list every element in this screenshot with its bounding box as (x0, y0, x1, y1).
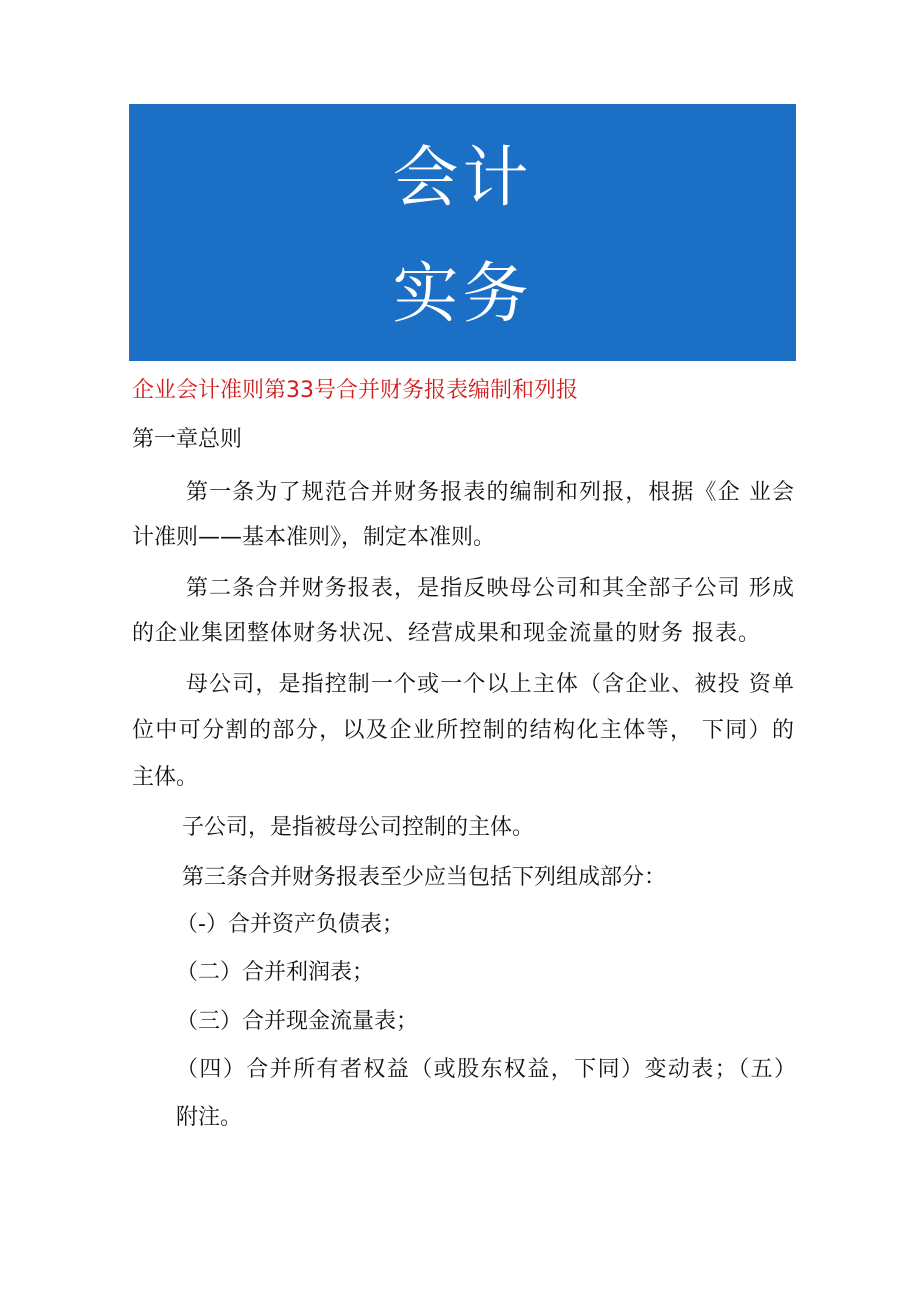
article2-line-1: 第二条合并财务报表，是指反映母公司和其全部子公司 形成 (186, 576, 794, 601)
article2-line-2: 的企业集团整体财务状况、经营成果和现金流量的财务 报表。 (132, 621, 760, 646)
article1-line-2: 计准则——基本准则》，制定本准则。 (132, 525, 496, 550)
list-item: （-）合并资产负债表； (176, 912, 404, 937)
parent-def-line-2: 位中可分割的部分，以及企业所控制的结构化主体等， 下同）的 (132, 718, 794, 743)
document-title: 企业会计准则第33号合并财务报表编制和列报 (132, 378, 578, 403)
parent-def-line-3: 主体。 (132, 765, 199, 790)
subsidiary-definition: 子公司，是指被母公司控制的主体。 (182, 815, 535, 840)
list-item: （四）合并所有者权益（或股东权益，下同）变动表；（五） (176, 1057, 796, 1082)
banner-title-line-1: 会计 (392, 139, 533, 216)
article1-line-1: 第一条为了规范合并财务报表的编制和列报，根据《企 业会 (186, 480, 794, 505)
list-item: （三）合并现金流量表； (176, 1009, 419, 1034)
list-item: 附注。 (176, 1105, 243, 1130)
article3-intro: 第三条合并财务报表至少应当包括下列组成部分： (182, 865, 667, 890)
parent-def-line-1: 母公司，是指控制一个或一个以上主体（含企业、被投 资单 (186, 672, 794, 697)
list-item: （二）合并利润表； (176, 960, 375, 985)
banner-title-line-2: 实务 (392, 255, 533, 332)
chapter-heading: 第一章总则 (132, 427, 243, 452)
